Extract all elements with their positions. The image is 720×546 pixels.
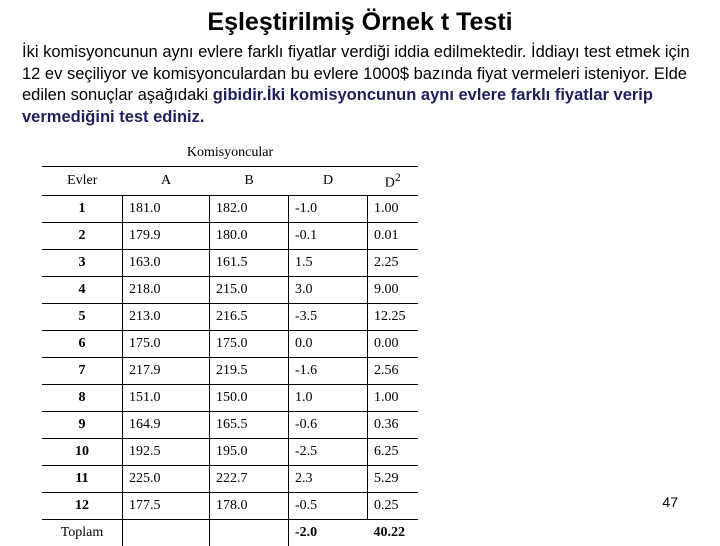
total-label: Toplam [42,520,123,546]
table-row [42,250,418,277]
cell-d: 0.0 [289,331,368,358]
cell-evler: 11 [42,466,123,493]
total-d: -2.0 [289,520,368,546]
data-table [42,140,418,546]
cell-d: -0.5 [289,493,368,520]
cell-b: 182.0 [210,196,289,223]
cell-d: -2.5 [289,439,368,466]
cell-evler: 5 [42,304,123,331]
col-header-d2-base: D [385,175,395,190]
problem-emphasis: gibidir.İki komisyoncunun aynı evlere farklı fiyatlar verip vermediğini test ediniz. [22,86,653,126]
cell-b: 178.0 [210,493,289,520]
cell-a: 163.0 [123,250,210,277]
cell-b: 216.5 [210,304,289,331]
cell-d: -1.0 [289,196,368,223]
cell-b: 222.7 [210,466,289,493]
cell-b: 175.0 [210,331,289,358]
cell-d2: 2.56 [368,358,419,385]
total-d2: 40.22 [368,520,419,546]
cell-a: 175.0 [123,331,210,358]
cell-d2: 0.25 [368,493,419,520]
slide-title: Eşleştirilmiş Örnek t Testi [0,8,720,37]
cell-d: -0.1 [289,223,368,250]
cell-d: 3.0 [289,277,368,304]
cell-d2: 0.01 [368,223,419,250]
cell-d2: 9.00 [368,277,419,304]
table-total-row [42,520,418,546]
problem-statement [22,42,702,128]
page-number: 47 [662,494,678,510]
cell-d: 1.5 [289,250,368,277]
table-row [42,223,418,250]
col-header-d2 [368,167,419,196]
problem-text: İki komisyoncunun aynı evlere farklı fiyatlar verdiği iddia edilmektedir. İddiayı test etmek için 12 ev seçiliyor ve komisyonculardan bu evlere 1000$ bazında fiyat vermeleri isteniyor. Elde edilen sonuçlar aşağıdaki [22,43,690,104]
cell-b: 150.0 [210,385,289,412]
table-row [42,412,418,439]
table-row [42,358,418,385]
cell-a: 217.9 [123,358,210,385]
table-row [42,493,418,520]
cell-d: 1.0 [289,385,368,412]
table-column-header-row [42,167,418,196]
cell-evler: 1 [42,196,123,223]
col-header-a: A [123,167,210,196]
col-header-evler: Evler [42,167,123,196]
cell-d2: 2.25 [368,250,419,277]
col-header-b: B [210,167,289,196]
cell-d: 2.3 [289,466,368,493]
cell-b: 215.0 [210,277,289,304]
table-row [42,439,418,466]
table-row [42,466,418,493]
cell-a: 218.0 [123,277,210,304]
cell-d2: 1.00 [368,196,419,223]
cell-evler: 4 [42,277,123,304]
table-row [42,304,418,331]
table-group-header-row [42,140,418,167]
table-row [42,331,418,358]
cell-d2: 0.00 [368,331,419,358]
table-row [42,277,418,304]
cell-b: 161.5 [210,250,289,277]
cell-evler: 12 [42,493,123,520]
group-header: Komisyoncular [42,140,418,167]
cell-evler: 9 [42,412,123,439]
cell-d2: 12.25 [368,304,419,331]
cell-evler: 10 [42,439,123,466]
cell-a: 192.5 [123,439,210,466]
cell-b: 195.0 [210,439,289,466]
col-header-d: D [289,167,368,196]
cell-evler: 8 [42,385,123,412]
cell-evler: 6 [42,331,123,358]
col-header-d2-superscript: 2 [395,171,401,184]
table-row [42,196,418,223]
cell-d2: 1.00 [368,385,419,412]
cell-b: 165.5 [210,412,289,439]
cell-evler: 3 [42,250,123,277]
cell-a: 179.9 [123,223,210,250]
total-empty-b [210,520,289,546]
cell-b: 219.5 [210,358,289,385]
cell-d: -0.6 [289,412,368,439]
cell-d: -1.6 [289,358,368,385]
cell-a: 181.0 [123,196,210,223]
cell-a: 151.0 [123,385,210,412]
cell-evler: 7 [42,358,123,385]
cell-d: -3.5 [289,304,368,331]
cell-a: 213.0 [123,304,210,331]
cell-a: 225.0 [123,466,210,493]
cell-d2: 6.25 [368,439,419,466]
cell-d2: 0.36 [368,412,419,439]
total-empty-a [123,520,210,546]
cell-a: 177.5 [123,493,210,520]
cell-b: 180.0 [210,223,289,250]
cell-d2: 5.29 [368,466,419,493]
cell-evler: 2 [42,223,123,250]
cell-a: 164.9 [123,412,210,439]
table-row [42,385,418,412]
